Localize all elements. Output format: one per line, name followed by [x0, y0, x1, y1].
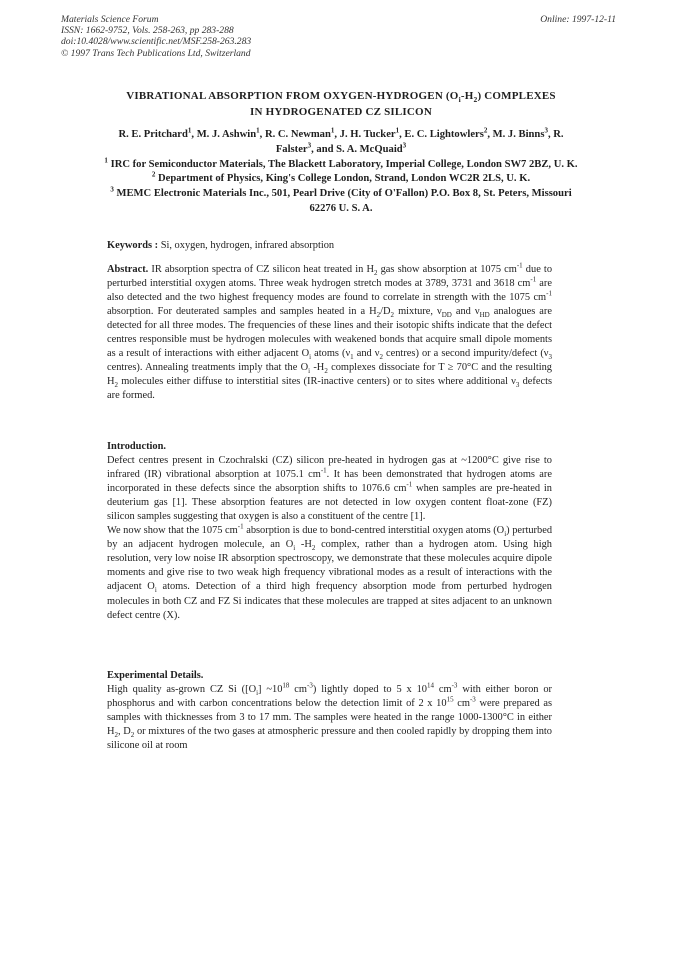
exp-text: cm	[434, 684, 452, 696]
author-name: , J. H. Tucker	[334, 129, 396, 140]
abstract-text: defects are formed.	[107, 376, 552, 402]
section-heading: Introduction.	[107, 441, 166, 452]
superscript: 18	[282, 681, 290, 690]
subscript: 2	[376, 311, 381, 320]
affil-text: Department of Physics, King's College London, Strand, London WC2R 2LS, U. K.	[155, 173, 531, 185]
intro-text: absorption is due to bond-centred interstitial oxygen atoms (O	[243, 525, 505, 537]
superscript: -3	[469, 695, 476, 704]
experimental-section	[107, 669, 552, 753]
introduction-section	[107, 440, 552, 623]
affil-number: 3	[110, 185, 114, 194]
author-affil-mark: 3	[402, 141, 407, 150]
abstract-text: centres) or a second impurity/defect (ν	[382, 348, 549, 360]
doi-line[interactable]: doi:10.4028/www.scientific.net/MSF.258-263.283	[61, 36, 252, 48]
author-affil-mark: 1	[330, 126, 335, 135]
subscript: 1	[350, 353, 354, 362]
subscript: 2	[373, 269, 378, 278]
superscript: -1	[546, 289, 552, 298]
superscript: -3	[451, 681, 458, 690]
paper-title	[105, 88, 577, 120]
keywords-text: Si, oxygen, hydrogen, infrared absorption	[158, 240, 335, 251]
author-block	[100, 128, 582, 217]
intro-text: atoms. Detection of a third high frequency absorption mode from perturbed hydrogen molecules in both CZ and FZ Si indicates that these molecules are trapped at sites adjacent to an unknown defect centre (X).	[107, 581, 552, 621]
affil-number: 1	[104, 156, 108, 165]
exp-text: with either boron or phosphorus and with carbon concentrations below the detection limit of 2 x 10	[107, 684, 552, 710]
superscript: -1	[516, 261, 523, 270]
affiliation-2	[100, 172, 582, 187]
subscript: DD	[441, 311, 452, 320]
title-part: ) COMPLEXES	[477, 90, 556, 102]
author-name: , M. J. Ashwin	[191, 129, 257, 140]
journal-header	[61, 14, 251, 59]
author-affil-mark: 1	[187, 126, 192, 135]
affil-text: IRC for Semiconductor Materials, The Blackett Laboratory, Imperial College, London SW7 2BZ, U. K.	[107, 158, 578, 170]
author-affil-mark: 1	[256, 126, 260, 135]
subscript: i	[308, 367, 311, 376]
author-name: , R. C. Newman	[259, 129, 331, 140]
subscript: i	[256, 689, 259, 698]
subscript: 2	[390, 311, 395, 320]
subscript: 3	[548, 353, 552, 362]
abstract-text: and ν	[353, 348, 380, 360]
superscript: 15	[446, 695, 454, 704]
subscript: 2	[114, 731, 119, 740]
issn-line: ISSN: 1662-9752, Vols. 258-263, pp 283-288	[61, 25, 234, 37]
author-name: , and S. A. McQuaid	[311, 143, 403, 155]
subscript: HD	[479, 311, 490, 320]
superscript: -3	[307, 681, 313, 690]
abstract-text: and ν	[451, 306, 480, 318]
abstract-text: molecules either diffuse to interstitial sites (IR-inactive centers) or to sites where additional ν	[118, 376, 516, 388]
abstract-text: are also detected and the two highest frequency modes are found to correlate in strength with the 1075 cm	[107, 278, 552, 304]
subscript: 2	[379, 353, 383, 362]
author-affil-mark: 3	[307, 141, 312, 150]
keywords	[107, 240, 334, 251]
abstract	[107, 263, 552, 403]
subscript: i	[154, 586, 157, 595]
affil-text: MEMC Electronic Materials Inc., 501, Pearl Drive (City of O'Fallon) P.O. Box 8, St. Peters, Missouri 62276 U. S. A.	[113, 188, 572, 214]
title-subscript: 2	[473, 95, 478, 105]
superscript: -1	[237, 522, 244, 531]
subscript: 2	[114, 381, 119, 390]
abstract-text: IR absorption spectra of CZ silicon heat treated in H	[148, 264, 374, 275]
exp-text: cm	[453, 698, 470, 710]
online-date: Online: 1997-12-11	[540, 14, 616, 25]
copyright-line: © 1997 Trans Tech Publications Ltd, Switzerland	[61, 47, 251, 59]
author-name: R. E. Pritchard	[118, 129, 188, 140]
superscript: -1	[320, 466, 327, 475]
title-line-2: IN HYDROGENATED CZ SILICON	[250, 106, 432, 118]
subscript: i	[293, 544, 296, 553]
title-part: -H	[460, 90, 474, 102]
abstract-paragraph	[107, 263, 552, 403]
exp-text: were prepared as samples with thicknesses from 3 to 17 mm. The samples were heated in the range 1000-1300°C in either H	[107, 698, 553, 738]
affiliation-1	[100, 158, 582, 173]
exp-text: or mixtures of the two gases at atmospheric pressure and then cooled rapidly by dropping them into silicone oil at room	[107, 726, 552, 752]
intro-text: -H	[295, 539, 312, 551]
subscript: 2	[324, 367, 328, 376]
abstract-text: complexes dissociate for T ≥ 70°C and the resulting H	[107, 362, 553, 388]
abstract-text: /D	[380, 306, 391, 318]
abstract-text: gas show absorption at 1075 cm	[377, 264, 517, 275]
intro-paragraph-1	[107, 454, 552, 524]
abstract-label: Abstract.	[107, 264, 149, 275]
author-name: , M. J. Binns	[487, 129, 545, 140]
intro-text: . It has been demonstrated that hydrogen atoms are incorporated in these defects since the absorption shifts to 1076.6 cm	[107, 469, 552, 495]
author-affil-mark: 3	[544, 126, 548, 135]
exp-text: ) lightly doped to 5 x 10	[312, 684, 427, 696]
abstract-text: analogues are detected for all three modes. The frequencies of these lines and their isotopic shifts indicate that the defect centres responsible must be hydrogen molecules with weakened bonds that acquire small dipole moments as a result of interactions with either adjacent O	[107, 306, 552, 360]
author-affil-mark: 2	[483, 126, 488, 135]
intro-paragraph-2	[107, 524, 552, 622]
abstract-text: atoms (ν	[311, 348, 351, 360]
section-heading: Experimental Details.	[107, 670, 204, 681]
superscript: 14	[427, 681, 434, 690]
intro-text: We now show that the 1075 cm	[107, 525, 238, 537]
author-name: , R. Falster	[275, 129, 564, 155]
abstract-text: -H	[310, 362, 325, 374]
subscript: 3	[515, 381, 520, 390]
superscript: -1	[406, 480, 413, 489]
exp-text: High quality as-grown CZ Si ([O	[107, 684, 257, 696]
abstract-text: absorption. For deuterated samples and samples heated in a H	[107, 306, 377, 318]
author-list	[100, 128, 582, 158]
intro-text: when samples are pre-heated in deuterium gas [1]. These absorption features are not detected in low oxygen content float-zone (FZ) silicon samples suggesting that oxygen is also a constituent of the centre [1].	[107, 483, 552, 523]
abstract-text: due to perturbed interstitial oxygen atoms. Three weak hydrogen stretch modes at 3789, 3731 and 3618 cm	[107, 264, 553, 290]
subscript: 2	[311, 544, 316, 553]
keywords-label: Keywords :	[107, 240, 159, 251]
author-affil-mark: 1	[395, 126, 400, 135]
intro-text: ) perturbed by an adjacent hydrogen molecule, an O	[107, 525, 553, 551]
subscript: i	[504, 530, 507, 539]
exp-text: cm	[289, 684, 307, 696]
affil-number: 2	[151, 170, 156, 179]
exp-text: , D	[118, 726, 131, 738]
intro-text: Defect centres present in Czochralski (CZ) silicon pre-heated in hydrogen gas at ~1200°C give rise to infrared (IR) vibrational absorption at 1075.1 cm	[107, 455, 552, 481]
affiliation-3	[100, 187, 582, 217]
title-subscript: i	[458, 95, 461, 105]
subscript: 2	[130, 731, 135, 740]
exp-text: ] ~10	[258, 684, 283, 696]
title-part: VIBRATIONAL ABSORPTION FROM OXYGEN-HYDROGEN (O	[126, 90, 459, 102]
experimental-paragraph	[107, 683, 552, 753]
subscript: i	[309, 353, 312, 362]
superscript: -1	[530, 275, 537, 284]
abstract-text: centres). Annealing treatments imply that the O	[107, 362, 309, 374]
author-name: , E. C. Lightowlers	[399, 129, 484, 140]
journal-name: Materials Science Forum	[61, 14, 159, 25]
abstract-text: mixture, ν	[394, 306, 442, 318]
intro-text: complex, rather than a hydrogen atom. Using high resolution, very low noise IR absorption spectroscopy, we demonstrate that these molecules acquire dipole moments and give rise to two weak high frequency vibrational modes as a result of interactions with the adjacent O	[107, 539, 552, 593]
